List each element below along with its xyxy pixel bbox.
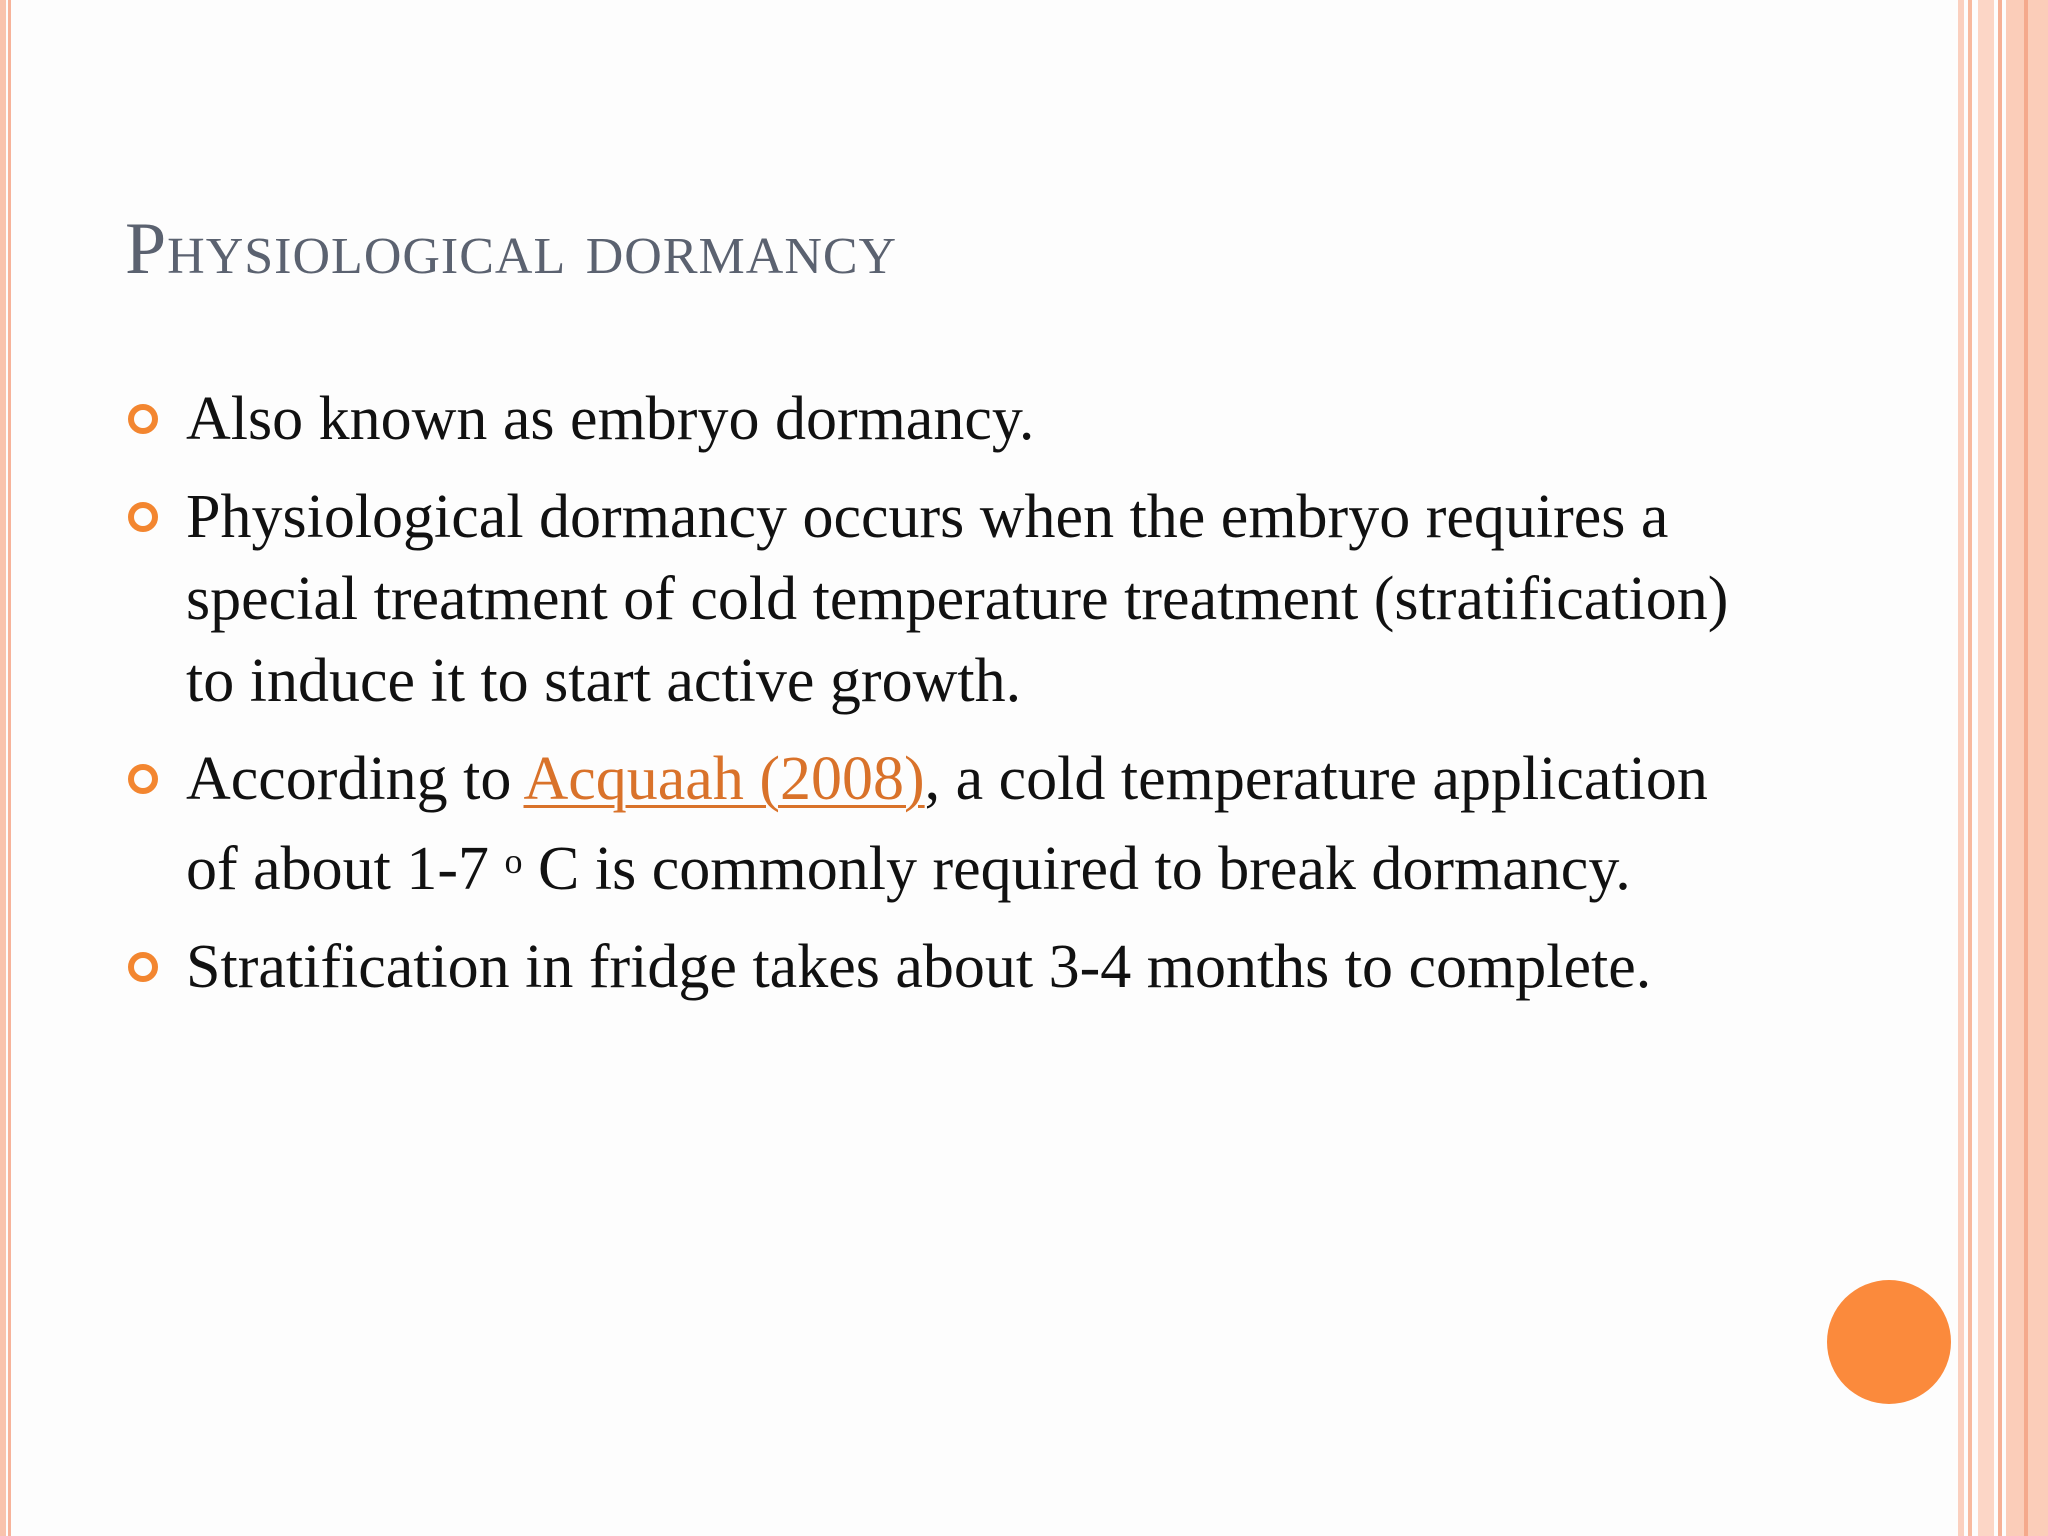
right-border-stripe bbox=[1958, 0, 1964, 1536]
bullet-text-prefix: According to bbox=[186, 745, 524, 813]
bullet-text: Physiological dormancy occurs when the embryo requires a special treatment of cold temperature treatment (stratification) to induce it to start active growth. bbox=[186, 483, 1729, 715]
bullet-item bbox=[125, 926, 1745, 1008]
decorative-circle-icon bbox=[1827, 1280, 1951, 1404]
right-border-stripe bbox=[2024, 0, 2028, 1536]
citation-link[interactable]: Acquaah (2008) bbox=[523, 745, 925, 813]
bullet-text: Stratification in fridge takes about 3-4 months to complete. bbox=[186, 933, 1652, 1001]
bullet-item bbox=[125, 378, 1745, 460]
degree-superscript: o bbox=[504, 841, 523, 881]
bullet-text: Also known as embryo dormancy. bbox=[186, 385, 1035, 453]
bullet-circle-icon bbox=[128, 952, 158, 982]
bullet-item bbox=[125, 476, 1745, 722]
bullet-circle-icon bbox=[128, 764, 158, 794]
right-border-stripe bbox=[1978, 0, 1994, 1536]
bullet-item bbox=[125, 738, 1745, 910]
bullet-text-mid: , a cold temperature application of about 1-7 bbox=[186, 745, 1708, 903]
bullet-text-suffix: C is commonly required to break dormancy. bbox=[522, 835, 1631, 903]
slide-title: Physiological dormancy bbox=[125, 208, 898, 290]
bullet-circle-icon bbox=[128, 502, 158, 532]
bullet-circle-icon bbox=[128, 404, 158, 434]
right-border-stripe bbox=[1968, 0, 1972, 1536]
left-border-stripe bbox=[8, 0, 11, 1536]
left-border-stripe bbox=[0, 0, 6, 1536]
bullet-list bbox=[125, 378, 1745, 1024]
right-border-stripe bbox=[1998, 0, 2002, 1536]
